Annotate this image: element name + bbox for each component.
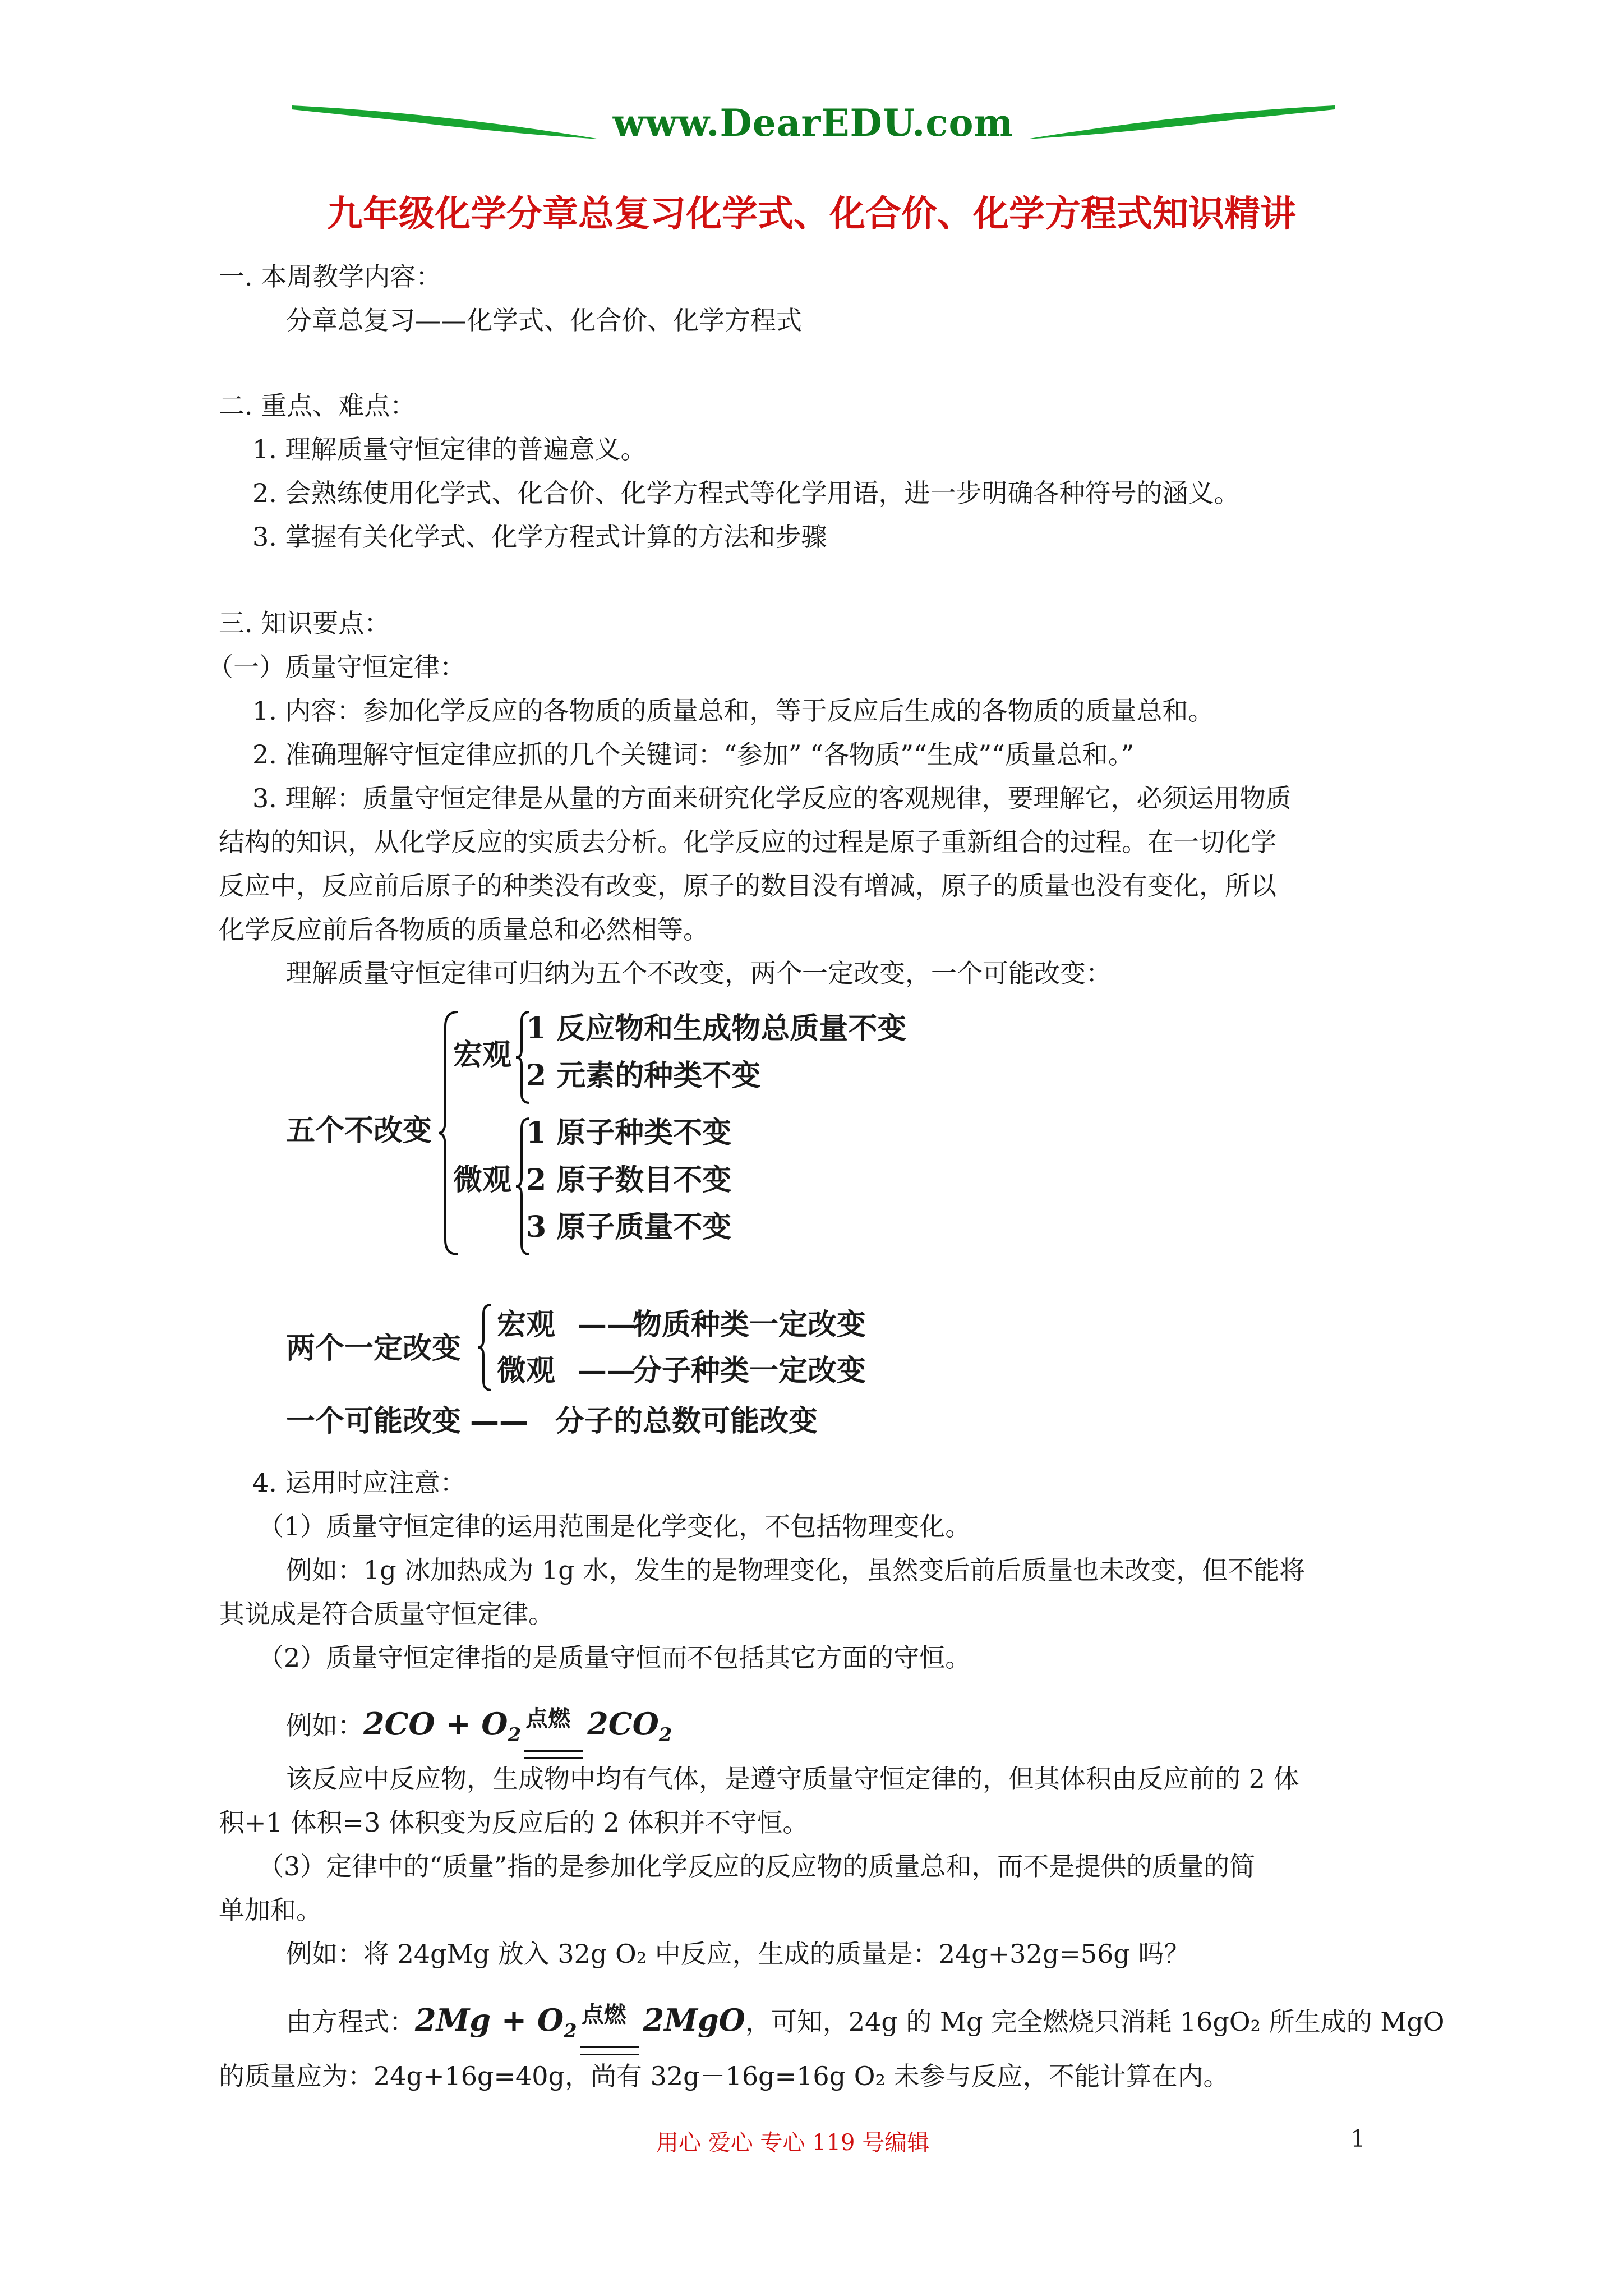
- note: （3）定律中的“质量”指的是参加化学反应的反应物的质量总和，而不是提供的质量的简: [258, 1851, 1256, 1881]
- page-footer: [0, 2125, 1623, 2159]
- page-number: 1: [1350, 2125, 1366, 2152]
- paragraph-line: 的质量应为：24g+16g=40g，尚有 32g－16g=16g O₂ 未参与反应，不能计算在内。: [219, 2061, 1229, 2091]
- one-change-text: 分子的总数可能改变: [555, 1404, 818, 1438]
- equation-prefix: 例如：: [286, 1710, 363, 1741]
- example-line: 例如：将 24gMg 放入 32g O₂ 中反应，生成的质量是：24g+32g=56g 吗？: [286, 1939, 1190, 1969]
- micro-item: 1 原子种类不变: [526, 1116, 732, 1150]
- equation-mg: $2Mg + O_2$ 点燃 2MgO: [415, 2005, 745, 2041]
- paragraph-line: 反应中，反应前后原子的种类没有改变，原子的数目没有增减，原子的质量也没有变化，所以: [219, 871, 1276, 901]
- section1-content: 分章总复习——化学式、化合价、化学方程式: [286, 305, 802, 335]
- two-changes-label: 两个一定改变: [286, 1331, 462, 1365]
- equation-prefix: 由方程式：: [286, 2007, 415, 2037]
- paragraph-line: 积+1 体积=3 体积变为反应后的 2 体积并不守恒。: [219, 1807, 809, 1838]
- macro-label: 宏观: [453, 1038, 512, 1072]
- footer-text: 用心 爱心 专心 119 号编辑: [656, 2130, 930, 2156]
- macro-item: 1 反应物和生成物总质量不变: [526, 1011, 907, 1046]
- two-changes-text: 分子种类一定改变: [633, 1354, 866, 1388]
- one-change-label: 一个可能改变: [286, 1404, 462, 1438]
- note: （2）质量守恒定律指的是质量守恒而不包括其它方面的守恒。: [258, 1642, 971, 1673]
- section3-heading: 三. 知识要点：: [219, 608, 390, 638]
- paragraph-line: 单加和。: [219, 1895, 322, 1925]
- site-logo[interactable]: www.DearEDU.com: [612, 101, 1014, 145]
- reaction-condition: 点燃: [525, 1705, 571, 1732]
- equation-line: [286, 1705, 672, 1746]
- paragraph-line: 该反应中反应物，生成物中均有气体，是遵守质量守恒定律的，但其体积由反应前的 2 体: [286, 1764, 1299, 1794]
- example-line: 例如：1g 冰加热成为 1g 水，发生的是物理变化，虽然变后前后质量也未改变，但不能将: [286, 1555, 1306, 1585]
- reaction-condition: 点燃: [581, 2001, 626, 2028]
- paragraph: 1. 内容：参加化学反应的各物质的质量总和，等于反应后生成的各物质的质量总和。: [252, 696, 1214, 726]
- section2-item: 2. 会熟练使用化学式、化合价、化学方程式等化学用语，进一步明确各种符号的涵义。: [252, 478, 1240, 508]
- five-unchanged-label: 五个不改变: [286, 1114, 432, 1148]
- document-title: 九年级化学分章总复习化学式、化合价、化学方程式知识精讲: [327, 193, 1296, 235]
- macro-item: 2 元素的种类不变: [526, 1059, 761, 1093]
- section1-heading: 一. 本周教学内容：: [219, 261, 442, 292]
- equation-suffix: ，可知，24g 的 Mg 完全燃烧只消耗 16gO₂ 所生成的 MgO: [745, 2007, 1445, 2037]
- two-changes-brace-icon: [477, 1303, 494, 1392]
- subsection-heading: （一）质量守恒定律：: [208, 652, 465, 682]
- dash: ——: [578, 1308, 636, 1342]
- paragraph: 理解质量守恒定律可归纳为五个不改变，两个一定改变，一个可能改变：: [286, 958, 1112, 988]
- section2-heading: 二. 重点、难点：: [219, 390, 416, 421]
- section2-item: 3. 掌握有关化学式、化学方程式计算的方法和步骤: [252, 522, 827, 552]
- two-changes-side: 微观: [497, 1354, 556, 1388]
- micro-item: 2 原子数目不变: [526, 1163, 732, 1197]
- two-changes-side: 宏观: [497, 1308, 556, 1342]
- micro-label: 微观: [453, 1163, 512, 1197]
- paragraph-line: 化学反应前后各物质的质量总和必然相等。: [219, 914, 709, 945]
- section2-item: 1. 理解质量守恒定律的普遍意义。: [252, 434, 647, 464]
- equation-co: $2CO + O_2$ 点燃 $2CO_2$: [363, 1709, 672, 1745]
- paragraph: 2. 准确理解守恒定律应抓的几个关键词：“参加” “各物质”“生成”“质量总和。”: [252, 739, 1135, 770]
- micro-item: 3 原子质量不变: [526, 1210, 732, 1244]
- section4-heading: 4. 运用时应注意：: [252, 1467, 466, 1498]
- note: （1）质量守恒定律的运用范围是化学变化，不包括物理变化。: [258, 1511, 971, 1542]
- dash: ——: [470, 1404, 528, 1438]
- header-banner: [286, 84, 1340, 168]
- paragraph-line: 3. 理解：质量守恒定律是从量的方面来研究化学反应的客观规律，要理解它，必须运用物质: [252, 783, 1292, 813]
- paragraph-line: 结构的知识，从化学反应的实质去分析。化学反应的过程是原子重新组合的过程。在一切化学: [219, 827, 1276, 857]
- equation-line: [286, 2001, 1445, 2042]
- dash: ——: [578, 1354, 636, 1388]
- example-line: 其说成是符合质量守恒定律。: [219, 1599, 554, 1629]
- two-changes-text: 物质种类一定改变: [633, 1308, 866, 1342]
